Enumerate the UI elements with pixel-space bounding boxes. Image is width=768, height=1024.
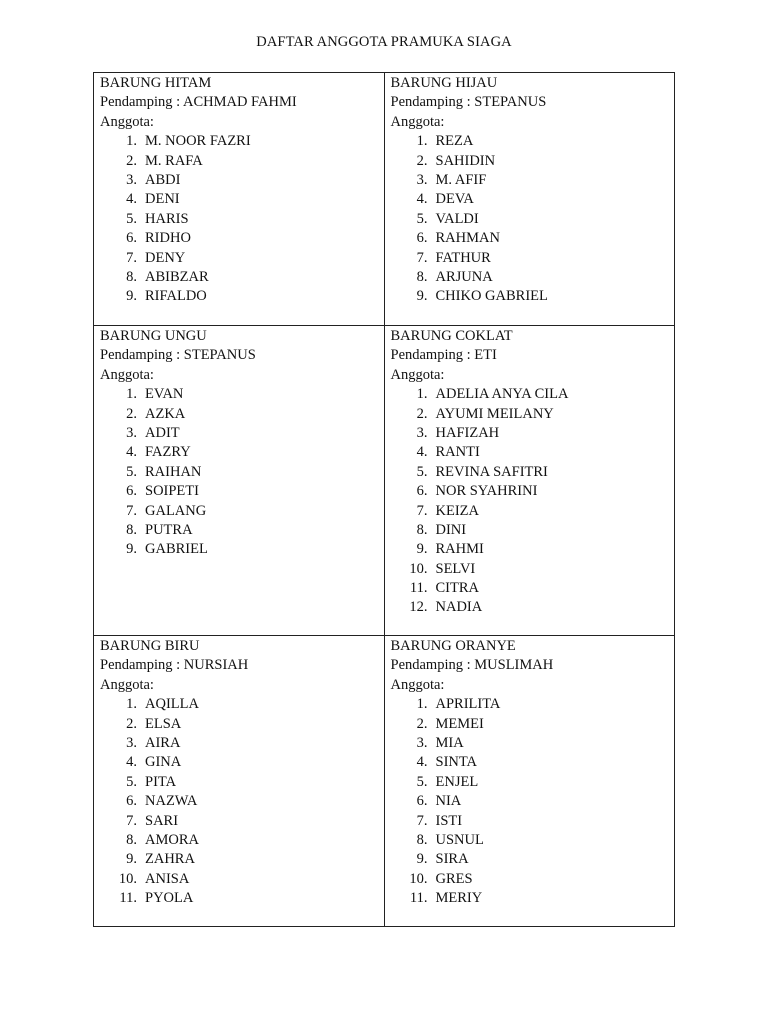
list-item bbox=[391, 385, 669, 404]
list-item bbox=[100, 850, 378, 869]
list-item bbox=[100, 385, 378, 404]
member-name: M. RAFA bbox=[145, 152, 203, 169]
member-number: 6. bbox=[126, 793, 137, 810]
member-name: ENJEL bbox=[435, 773, 479, 790]
list-item bbox=[100, 695, 378, 714]
member-name: VALDI bbox=[435, 210, 479, 227]
list-item bbox=[391, 812, 669, 831]
group-cell-hitam bbox=[94, 73, 385, 326]
list-item bbox=[391, 268, 669, 287]
member-number: 4. bbox=[126, 444, 137, 461]
member-list bbox=[100, 695, 378, 908]
member-number: 6. bbox=[126, 230, 137, 247]
member-name: REZA bbox=[435, 133, 474, 150]
member-number: 5. bbox=[126, 463, 137, 480]
list-item bbox=[391, 190, 669, 209]
member-name: APRILITA bbox=[435, 696, 501, 713]
member-number: 11. bbox=[409, 580, 428, 597]
member-number: 11. bbox=[119, 890, 137, 907]
member-name: AMORA bbox=[145, 831, 199, 848]
member-number: 4. bbox=[126, 754, 137, 771]
member-name: SAHIDIN bbox=[435, 152, 496, 169]
member-number: 3. bbox=[416, 171, 428, 188]
list-item bbox=[391, 870, 669, 889]
member-number: 3. bbox=[416, 734, 428, 751]
member-number: 3. bbox=[126, 734, 137, 751]
member-name: PYOLA bbox=[145, 890, 194, 907]
list-item bbox=[391, 405, 669, 424]
group-table bbox=[93, 72, 675, 927]
member-name: HARIS bbox=[145, 210, 189, 227]
member-name: PITA bbox=[145, 773, 177, 790]
member-number: 10. bbox=[409, 870, 428, 887]
member-name: MEMEI bbox=[435, 715, 484, 732]
member-number: 11. bbox=[409, 890, 428, 907]
list-item bbox=[391, 715, 669, 734]
member-name: DINI bbox=[435, 521, 467, 538]
member-number: 6. bbox=[416, 230, 428, 247]
member-name: ARJUNA bbox=[435, 268, 493, 285]
list-item bbox=[391, 560, 669, 579]
member-number: 9. bbox=[126, 541, 137, 558]
member-number: 8. bbox=[416, 268, 428, 285]
member-list bbox=[100, 132, 378, 307]
member-number: 5. bbox=[416, 463, 428, 480]
anggota-label: Anggota: bbox=[100, 366, 154, 383]
list-item bbox=[100, 229, 378, 248]
member-number: 5. bbox=[416, 210, 428, 227]
member-number: 1. bbox=[416, 133, 428, 150]
member-number: 2. bbox=[416, 152, 428, 169]
member-number: 4. bbox=[416, 444, 428, 461]
member-name: RANTI bbox=[435, 444, 480, 461]
member-list bbox=[100, 385, 378, 560]
member-number: 3. bbox=[126, 171, 137, 188]
member-number: 8. bbox=[126, 268, 137, 285]
member-number: 10. bbox=[409, 560, 428, 577]
member-number: 6. bbox=[126, 483, 137, 500]
list-item bbox=[391, 249, 669, 268]
member-name: ADIT bbox=[145, 424, 180, 441]
member-name: RAIHAN bbox=[145, 463, 202, 480]
pendamping-label: Pendamping : ACHMAD FAHMI bbox=[100, 94, 297, 111]
anggota-label: Anggota: bbox=[390, 676, 445, 693]
list-item bbox=[391, 831, 669, 850]
member-name: RAHMI bbox=[435, 541, 484, 558]
member-name: ABDI bbox=[145, 171, 181, 188]
member-number: 1. bbox=[126, 386, 137, 403]
anggota-label: Anggota: bbox=[390, 113, 445, 130]
member-number: 1. bbox=[126, 133, 137, 150]
list-item bbox=[391, 579, 669, 598]
member-name: RIFALDO bbox=[145, 288, 207, 305]
member-name: EVAN bbox=[145, 386, 184, 403]
member-name: MERIY bbox=[435, 890, 483, 907]
list-item bbox=[100, 870, 378, 889]
member-number: 2. bbox=[416, 405, 428, 422]
member-number: 4. bbox=[126, 191, 137, 208]
member-number: 3. bbox=[126, 424, 137, 441]
list-item bbox=[100, 287, 378, 306]
list-item bbox=[100, 463, 378, 482]
member-name: ABIBZAR bbox=[145, 268, 209, 285]
member-name: CHIKO GABRIEL bbox=[435, 288, 548, 305]
member-number: 8. bbox=[126, 831, 137, 848]
member-number: 8. bbox=[416, 521, 428, 538]
group-name: BARUNG HITAM bbox=[100, 75, 212, 91]
list-item bbox=[391, 482, 669, 501]
member-name: M. NOOR FAZRI bbox=[145, 133, 251, 150]
list-item bbox=[100, 171, 378, 190]
member-number: 9. bbox=[416, 851, 428, 868]
member-number: 3. bbox=[416, 424, 428, 441]
member-name: NOR SYAHRINI bbox=[435, 483, 538, 500]
list-item bbox=[100, 249, 378, 268]
group-name: BARUNG COKLAT bbox=[390, 328, 513, 344]
member-name: SIRA bbox=[435, 851, 469, 868]
member-number: 5. bbox=[126, 773, 137, 790]
member-name: GINA bbox=[145, 754, 182, 771]
group-cell-coklat bbox=[384, 326, 675, 636]
list-item bbox=[100, 210, 378, 229]
group-cell-ungu bbox=[94, 326, 385, 636]
list-item bbox=[100, 521, 378, 540]
group-name: BARUNG HIJAU bbox=[390, 75, 498, 91]
member-name: AYUMI MEILANY bbox=[435, 405, 554, 422]
list-item bbox=[391, 210, 669, 229]
member-number: 7. bbox=[416, 812, 428, 829]
pendamping-label: Pendamping : NURSIAH bbox=[100, 657, 249, 674]
list-item bbox=[391, 463, 669, 482]
group-cell-hijau bbox=[384, 73, 675, 326]
member-name: USNUL bbox=[435, 831, 484, 848]
member-number: 8. bbox=[416, 831, 428, 848]
member-name: REVINA SAFITRI bbox=[435, 463, 548, 480]
pendamping-label: Pendamping : ETI bbox=[390, 347, 497, 364]
member-number: 5. bbox=[126, 210, 137, 227]
list-item bbox=[100, 812, 378, 831]
list-item bbox=[391, 443, 669, 462]
member-name: NADIA bbox=[435, 599, 483, 616]
member-list bbox=[391, 695, 669, 908]
member-number: 2. bbox=[126, 715, 137, 732]
anggota-label: Anggota: bbox=[100, 113, 154, 130]
member-number: 2. bbox=[126, 152, 137, 169]
member-number: 6. bbox=[416, 793, 428, 810]
member-name: AZKA bbox=[145, 405, 186, 422]
member-name: SOIPETI bbox=[145, 483, 199, 500]
member-name: MIA bbox=[435, 734, 464, 751]
group-name: BARUNG ORANYE bbox=[390, 638, 516, 654]
group-name: BARUNG BIRU bbox=[100, 638, 200, 654]
member-name: KEIZA bbox=[435, 502, 479, 519]
member-name: NIA bbox=[435, 793, 462, 810]
list-item bbox=[100, 502, 378, 521]
list-item bbox=[391, 540, 669, 559]
member-number: 5. bbox=[416, 773, 428, 790]
list-item bbox=[100, 443, 378, 462]
pendamping-label: Pendamping : STEPANUS bbox=[100, 347, 256, 364]
member-number: 1. bbox=[416, 386, 428, 403]
member-number: 9. bbox=[416, 541, 428, 558]
member-name: SARI bbox=[145, 812, 179, 829]
member-number: 4. bbox=[416, 754, 428, 771]
list-item bbox=[391, 424, 669, 443]
list-item bbox=[391, 753, 669, 772]
table-row bbox=[94, 636, 675, 927]
member-name: GALANG bbox=[145, 502, 207, 519]
list-item bbox=[391, 734, 669, 753]
member-name: DENI bbox=[145, 191, 180, 208]
list-item bbox=[391, 171, 669, 190]
list-item bbox=[391, 598, 669, 617]
member-name: ANISA bbox=[145, 870, 190, 887]
table-row bbox=[94, 326, 675, 636]
member-number: 2. bbox=[126, 405, 137, 422]
list-item bbox=[391, 152, 669, 171]
member-name: AIRA bbox=[145, 734, 181, 751]
list-item bbox=[100, 132, 378, 151]
member-number: 8. bbox=[126, 521, 137, 538]
list-item bbox=[100, 152, 378, 171]
list-item bbox=[100, 405, 378, 424]
list-item bbox=[100, 268, 378, 287]
member-name: GRES bbox=[435, 870, 473, 887]
member-number: 6. bbox=[416, 483, 428, 500]
pendamping-label: Pendamping : MUSLIMAH bbox=[390, 657, 554, 674]
page-title: DAFTAR ANGGOTA PRAMUKA SIAGA bbox=[256, 34, 512, 50]
member-list bbox=[391, 385, 669, 618]
list-item bbox=[100, 889, 378, 908]
list-item bbox=[391, 132, 669, 151]
member-name: PUTRA bbox=[145, 521, 193, 538]
list-item bbox=[100, 734, 378, 753]
group-cell-oranye bbox=[384, 636, 675, 927]
member-number: 1. bbox=[416, 696, 428, 713]
member-number: 7. bbox=[416, 249, 428, 266]
list-item bbox=[391, 850, 669, 869]
list-item bbox=[100, 715, 378, 734]
list-item bbox=[100, 831, 378, 850]
table-row bbox=[94, 73, 675, 326]
member-name: SINTA bbox=[435, 754, 478, 771]
member-name: ZAHRA bbox=[145, 851, 195, 868]
member-number: 12. bbox=[409, 599, 428, 616]
member-number: 4. bbox=[416, 191, 428, 208]
list-item bbox=[100, 773, 378, 792]
member-list bbox=[391, 132, 669, 307]
member-name: ISTI bbox=[435, 812, 463, 829]
list-item bbox=[100, 753, 378, 772]
member-name: NAZWA bbox=[145, 793, 198, 810]
member-name: DEVA bbox=[435, 191, 474, 208]
anggota-label: Anggota: bbox=[390, 366, 445, 383]
list-item bbox=[391, 502, 669, 521]
list-item bbox=[391, 792, 669, 811]
member-number: 9. bbox=[126, 851, 137, 868]
member-name: M. AFIF bbox=[435, 171, 487, 188]
member-name: DENY bbox=[145, 249, 186, 266]
list-item bbox=[100, 190, 378, 209]
group-cell-biru bbox=[94, 636, 385, 927]
member-name: RAHMAN bbox=[435, 230, 500, 247]
group-name: BARUNG UNGU bbox=[100, 328, 207, 344]
list-item bbox=[100, 792, 378, 811]
anggota-label: Anggota: bbox=[100, 676, 154, 693]
list-item bbox=[391, 229, 669, 248]
member-number: 7. bbox=[126, 502, 137, 519]
member-number: 1. bbox=[126, 696, 137, 713]
member-name: FAZRY bbox=[145, 444, 191, 461]
member-name: CITRA bbox=[435, 580, 479, 597]
list-item bbox=[100, 540, 378, 559]
member-name: ADELIA ANYA CILA bbox=[435, 386, 569, 403]
member-name: FATHUR bbox=[435, 249, 491, 266]
list-item bbox=[391, 889, 669, 908]
member-number: 7. bbox=[126, 249, 137, 266]
member-name: HAFIZAH bbox=[435, 424, 500, 441]
list-item bbox=[100, 482, 378, 501]
list-item bbox=[391, 521, 669, 540]
member-number: 7. bbox=[126, 812, 137, 829]
list-item bbox=[100, 424, 378, 443]
list-item bbox=[391, 773, 669, 792]
member-name: GABRIEL bbox=[145, 541, 208, 558]
member-name: AQILLA bbox=[145, 696, 199, 713]
member-number: 9. bbox=[416, 288, 428, 305]
member-number: 7. bbox=[416, 502, 428, 519]
member-name: ELSA bbox=[145, 715, 182, 732]
member-number: 2. bbox=[416, 715, 428, 732]
member-number: 9. bbox=[126, 288, 137, 305]
list-item bbox=[391, 287, 669, 306]
pendamping-label: Pendamping : STEPANUS bbox=[390, 94, 547, 111]
member-name: SELVI bbox=[435, 560, 476, 577]
member-name: RIDHO bbox=[145, 230, 191, 247]
list-item bbox=[391, 695, 669, 714]
member-number: 10. bbox=[118, 870, 137, 887]
